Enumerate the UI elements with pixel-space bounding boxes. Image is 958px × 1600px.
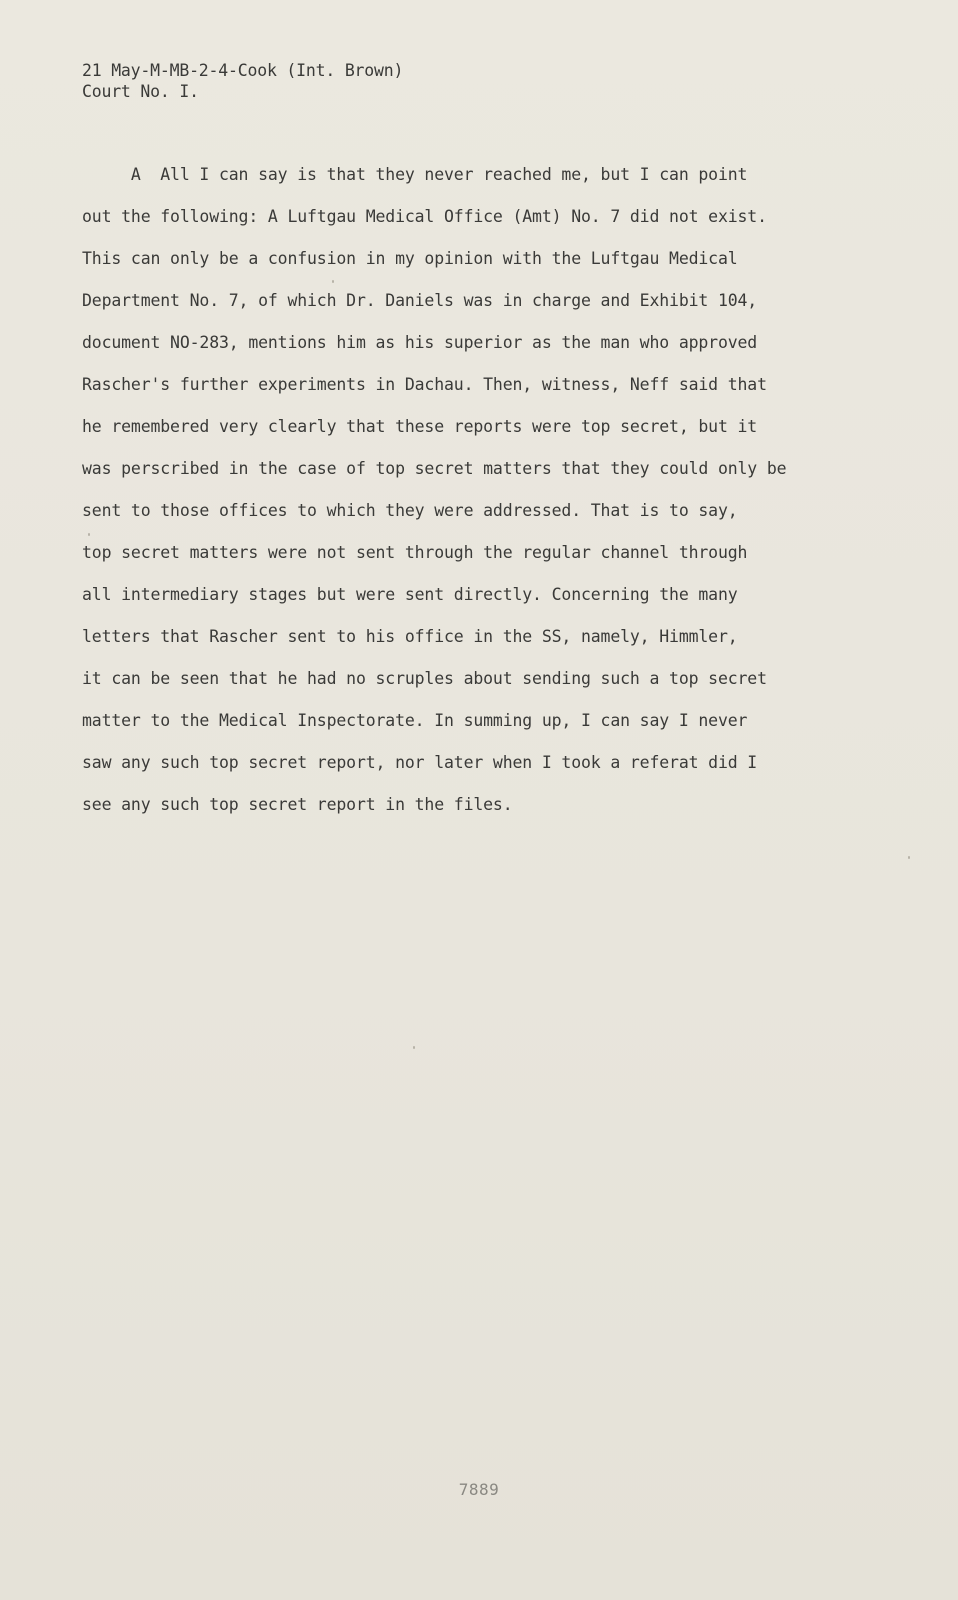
paper-speck bbox=[88, 533, 90, 536]
text-line: letters that Rascher sent to his office in the SS, namely, Himmler, bbox=[82, 627, 738, 646]
text-line: document NO-283, mentions him as his superior as the man who approved bbox=[82, 333, 758, 352]
text-line: Rascher's further experiments in Dachau. Then, witness, Neff said that bbox=[82, 375, 767, 394]
text-line: saw any such top secret report, nor later when I took a referat did I bbox=[82, 753, 758, 772]
text-line: all intermediary stages but were sent directly. Concerning the many bbox=[82, 585, 738, 604]
header-court-line: Court No. I. bbox=[82, 82, 199, 101]
paper-speck bbox=[413, 1046, 415, 1049]
paper-speck bbox=[908, 856, 910, 859]
text-line: was perscribed in the case of top secret matters that they could only be bbox=[82, 459, 787, 478]
text-line: out the following: A Luftgau Medical Office (Amt) No. 7 did not exist. bbox=[82, 207, 767, 226]
text-line: matter to the Medical Inspectorate. In summing up, I can say I never bbox=[82, 711, 748, 730]
testimony-text bbox=[82, 163, 842, 835]
text-line: it can be seen that he had no scruples about sending such a top secret bbox=[82, 669, 767, 688]
text-line: top secret matters were not sent through the regular channel through bbox=[82, 543, 748, 562]
text-line: A All I can say is that they never reached me, but I can point bbox=[82, 165, 748, 184]
header-session-line: 21 May-M-MB-2-4-Cook (Int. Brown) bbox=[82, 61, 404, 80]
text-line: see any such top secret report in the files. bbox=[82, 795, 513, 814]
document-header bbox=[82, 60, 403, 102]
text-line: This can only be a confusion in my opinion with the Luftgau Medical bbox=[82, 249, 738, 268]
text-line: sent to those offices to which they were addressed. That is to say, bbox=[82, 501, 738, 520]
text-line: Department No. 7, of which Dr. Daniels was in charge and Exhibit 104, bbox=[82, 291, 758, 310]
page-number: 7889 bbox=[458, 1480, 500, 1499]
text-line: he remembered very clearly that these reports were top secret, but it bbox=[82, 417, 758, 436]
paper-speck bbox=[332, 280, 334, 283]
